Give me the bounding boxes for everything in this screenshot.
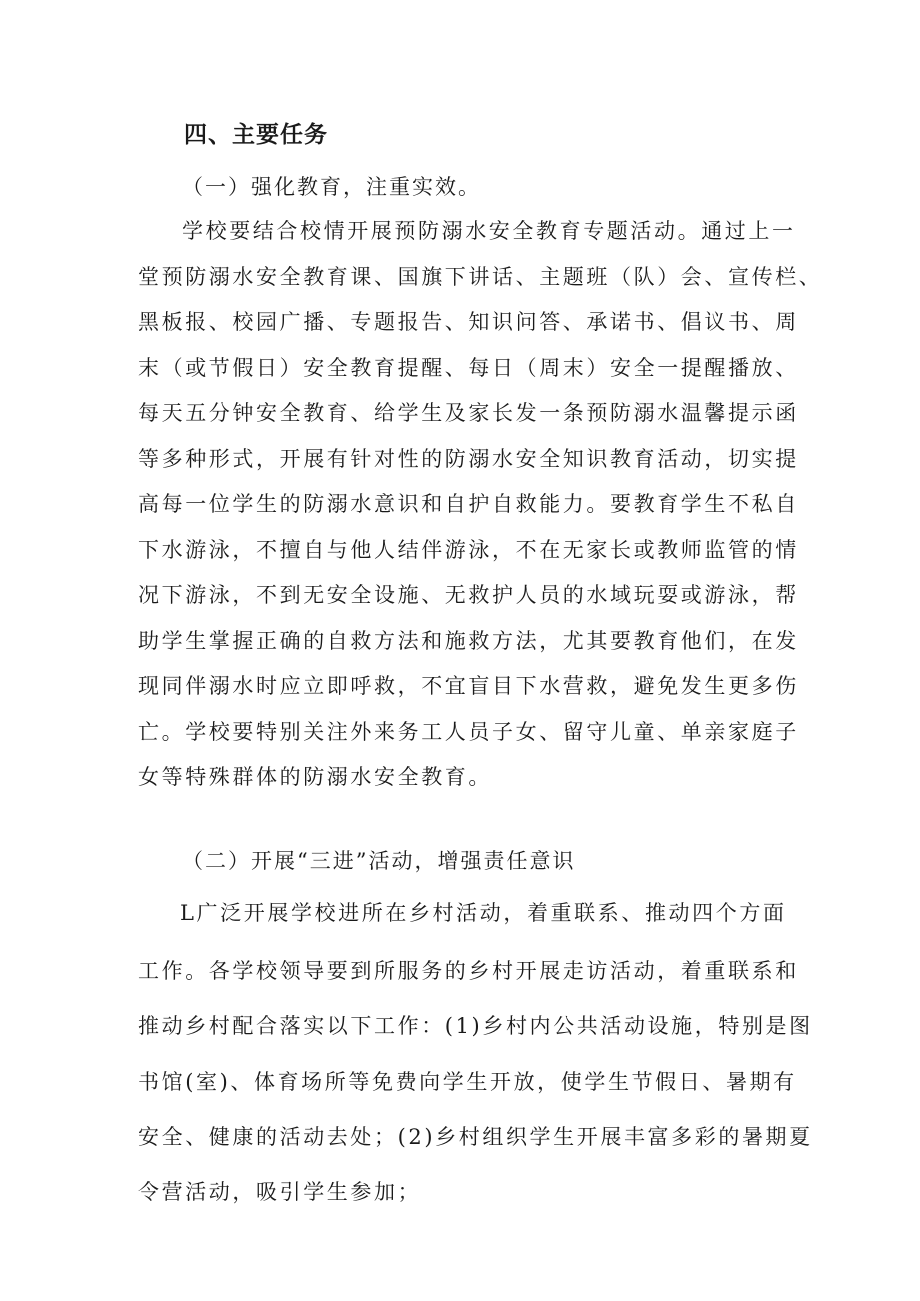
paragraph-1-line: 现同伴溺水时应立即呼救，不宜盲目下水营救，避免发生更多伤 [138, 674, 799, 698]
paragraph-2-line: 安全、健康的活动去处；(2)乡村组织学生开展丰富多彩的暑期夏 [138, 1125, 813, 1149]
subsection-2-title: （二）开展“三进”活动，增强责任意识 [182, 849, 576, 873]
paragraph-1-line: 助学生掌握正确的自救方法和施救方法，尤其要教育他们，在发 [138, 629, 799, 653]
paragraph-2-line: 书馆(室)、体育场所等免费向学生开放，使学生节假日、暑期有 [138, 1070, 797, 1094]
paragraph-1-line: 况下游泳，不到无安全设施、无救护人员的水域玩耍或游泳，帮 [138, 583, 799, 607]
subsection-1-title: （一）强化教育，注重实效。 [182, 175, 481, 199]
paragraph-1-line: 黑板报、校园广播、专题报告、知识问答、承诺书、倡议书、周 [138, 310, 799, 334]
paragraph-2-line: 令营活动，吸引学生参加； [138, 1180, 422, 1204]
paragraph-1-line: 每天五分钟安全教育、给学生及家长发一条预防溺水温馨提示函 [138, 401, 799, 425]
paragraph-2-line: 工作。各学校领导要到所服务的乡村开展走访活动，着重联系和 [138, 959, 799, 983]
paragraph-1-line: 高每一位学生的防溺水意识和自护自救能力。要教育学生不私自 [138, 492, 799, 516]
paragraph-1-line: 末（或节假日）安全教育提醒、每日（周末）安全一提醒播放、 [138, 356, 799, 380]
paragraph-1-line: 女等特殊群体的防溺水安全教育。 [138, 765, 492, 789]
paragraph-1-line: 学校要结合校情开展预防溺水安全教育专题活动。通过上一 [182, 219, 796, 243]
paragraph-2-line: L广泛开展学校进所在乡村活动，着重联系、推动四个方面 [180, 901, 787, 925]
section-heading: 四、主要任务 [184, 122, 328, 148]
paragraph-1-line: 亡。学校要特别关注外来务工人员子女、留守儿童、单亲家庭子 [138, 720, 799, 744]
paragraph-1-line: 下水游泳，不擅自与他人结伴游泳，不在无家长或教师监管的情 [138, 538, 799, 562]
paragraph-1-line: 堂预防溺水安全教育课、国旗下讲话、主题班（队）会、宣传栏、 [138, 265, 823, 289]
paragraph-1-line: 等多种形式，开展有针对性的防溺水安全知识教育活动，切实提 [138, 447, 799, 471]
paragraph-2-line: 推动乡村配合落实以下工作：(1)乡村内公共活动设施，特别是图 [138, 1014, 813, 1038]
